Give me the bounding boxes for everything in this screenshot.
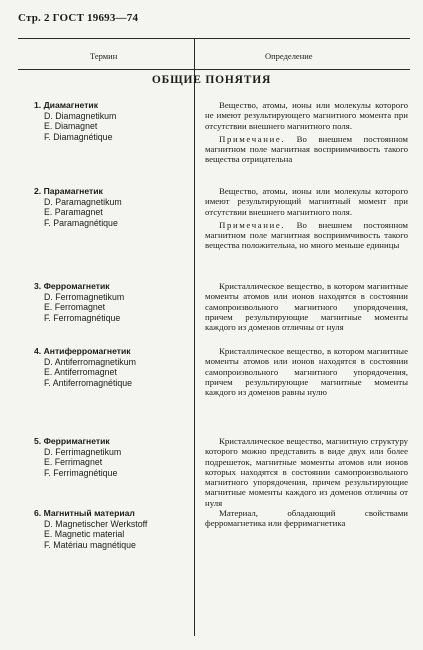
definition-note: Примечание. Во внешнем постоянном магнитном поле магнитная восприимчивость такого вещества положительна, но много меньше единицы (205, 219, 408, 251)
term-entry (34, 346, 136, 388)
term-french: F. Paramagnétique (44, 217, 118, 228)
term-definition (205, 436, 408, 508)
term-english: E. Antiferromagnet (44, 367, 117, 377)
term-definition (205, 508, 408, 529)
column-divider (194, 38, 195, 636)
term-german: D. Antiferromagnetikum (44, 356, 136, 367)
definition-text: Кристаллическое вещество, в котором магнитные моменты атомов или ионов находятся в состоянии самопроизвольного магнитного упорядочения, причем результирующие магнитные моменты каждого из доменов равны нулю (205, 346, 408, 398)
definition-text: Вещество, атомы, ионы или молекулы которого имеют результирующий магнитный момент при отсутствии внешнего магнитного поля. (205, 186, 408, 217)
term-english: E. Ferromagnet (44, 302, 106, 312)
definition-text: Кристаллическое вещество, в котором магнитные моменты атомов или ионов находятся в состоянии самопроизвольного магнитного упорядочения, причем результирующие магнитные моменты каждого из доменов отличны от нуля (205, 281, 408, 333)
definition-text: Вещество, атомы, ионы или молекулы которого не имеют результирующего магнитного момента при отсутствии внешнего магнитного поля. (205, 100, 408, 131)
term-name: 4. Антиферромагнетик (34, 346, 131, 356)
term-name: 1. Диамагнетик (34, 100, 98, 110)
definition-note: Примечание. Во внешнем постоянном магнитном поле магнитная восприимчивость такого вещества отрицательна (205, 133, 408, 165)
definition-text: Кристаллическое вещество, магнитную структуру которого можно представить в виде двух или более подрешеток, магнитные моменты атомов или ионов которых находятся в состоянии самопроизвольного магнитного упорядочения, причем результирующие магнитные моменты каждого из доменов отличны от нуля (205, 436, 408, 508)
term-french: F. Ferrimagnétique (44, 467, 118, 478)
column-header-definition: Определение (265, 51, 313, 61)
table-top-rule (18, 38, 410, 39)
term-name: 3. Ферромагнетик (34, 281, 110, 291)
term-definition (205, 281, 408, 332)
term-name: 5. Ферримагнетик (34, 436, 110, 446)
term-name: 6. Магнитный материал (34, 508, 135, 518)
term-french: F. Matériau magnétique (44, 539, 136, 550)
term-entry (34, 186, 122, 228)
term-entry (34, 436, 121, 478)
term-definition (205, 346, 408, 397)
header-bottom-rule (18, 69, 410, 70)
term-entry (34, 100, 116, 142)
term-german: D. Paramagnetikum (44, 196, 122, 207)
term-french: F. Antiferromagnétique (44, 377, 133, 388)
term-german: D. Diamagnetikum (44, 110, 117, 121)
term-french: F. Diamagnétique (44, 131, 113, 142)
term-english: E. Ferrimagnet (44, 457, 103, 467)
section-heading: ОБЩИЕ ПОНЯТИЯ (151, 74, 272, 86)
page-header: Стр. 2 ГОСТ 19693—74 (18, 12, 139, 24)
term-entry (34, 281, 124, 323)
term-english: E. Paramagnet (44, 207, 103, 217)
term-german: D. Magnetischer Werkstoff (44, 518, 148, 529)
column-header-term: Термин (90, 51, 118, 61)
term-name: 2. Парамагнетик (34, 186, 103, 196)
term-definition (205, 186, 408, 251)
term-german: D. Ferromagnetikum (44, 291, 125, 302)
term-english: E. Diamagnet (44, 121, 98, 131)
term-german: D. Ferrimagnetikum (44, 446, 122, 457)
definition-text: Материал, обладающий свойствами ферромагнетика или ферримагнетика (205, 508, 408, 529)
term-entry (34, 508, 147, 550)
term-definition (205, 100, 408, 165)
term-french: F. Ferromagnétique (44, 312, 121, 323)
term-english: E. Magnetic material (44, 529, 125, 539)
